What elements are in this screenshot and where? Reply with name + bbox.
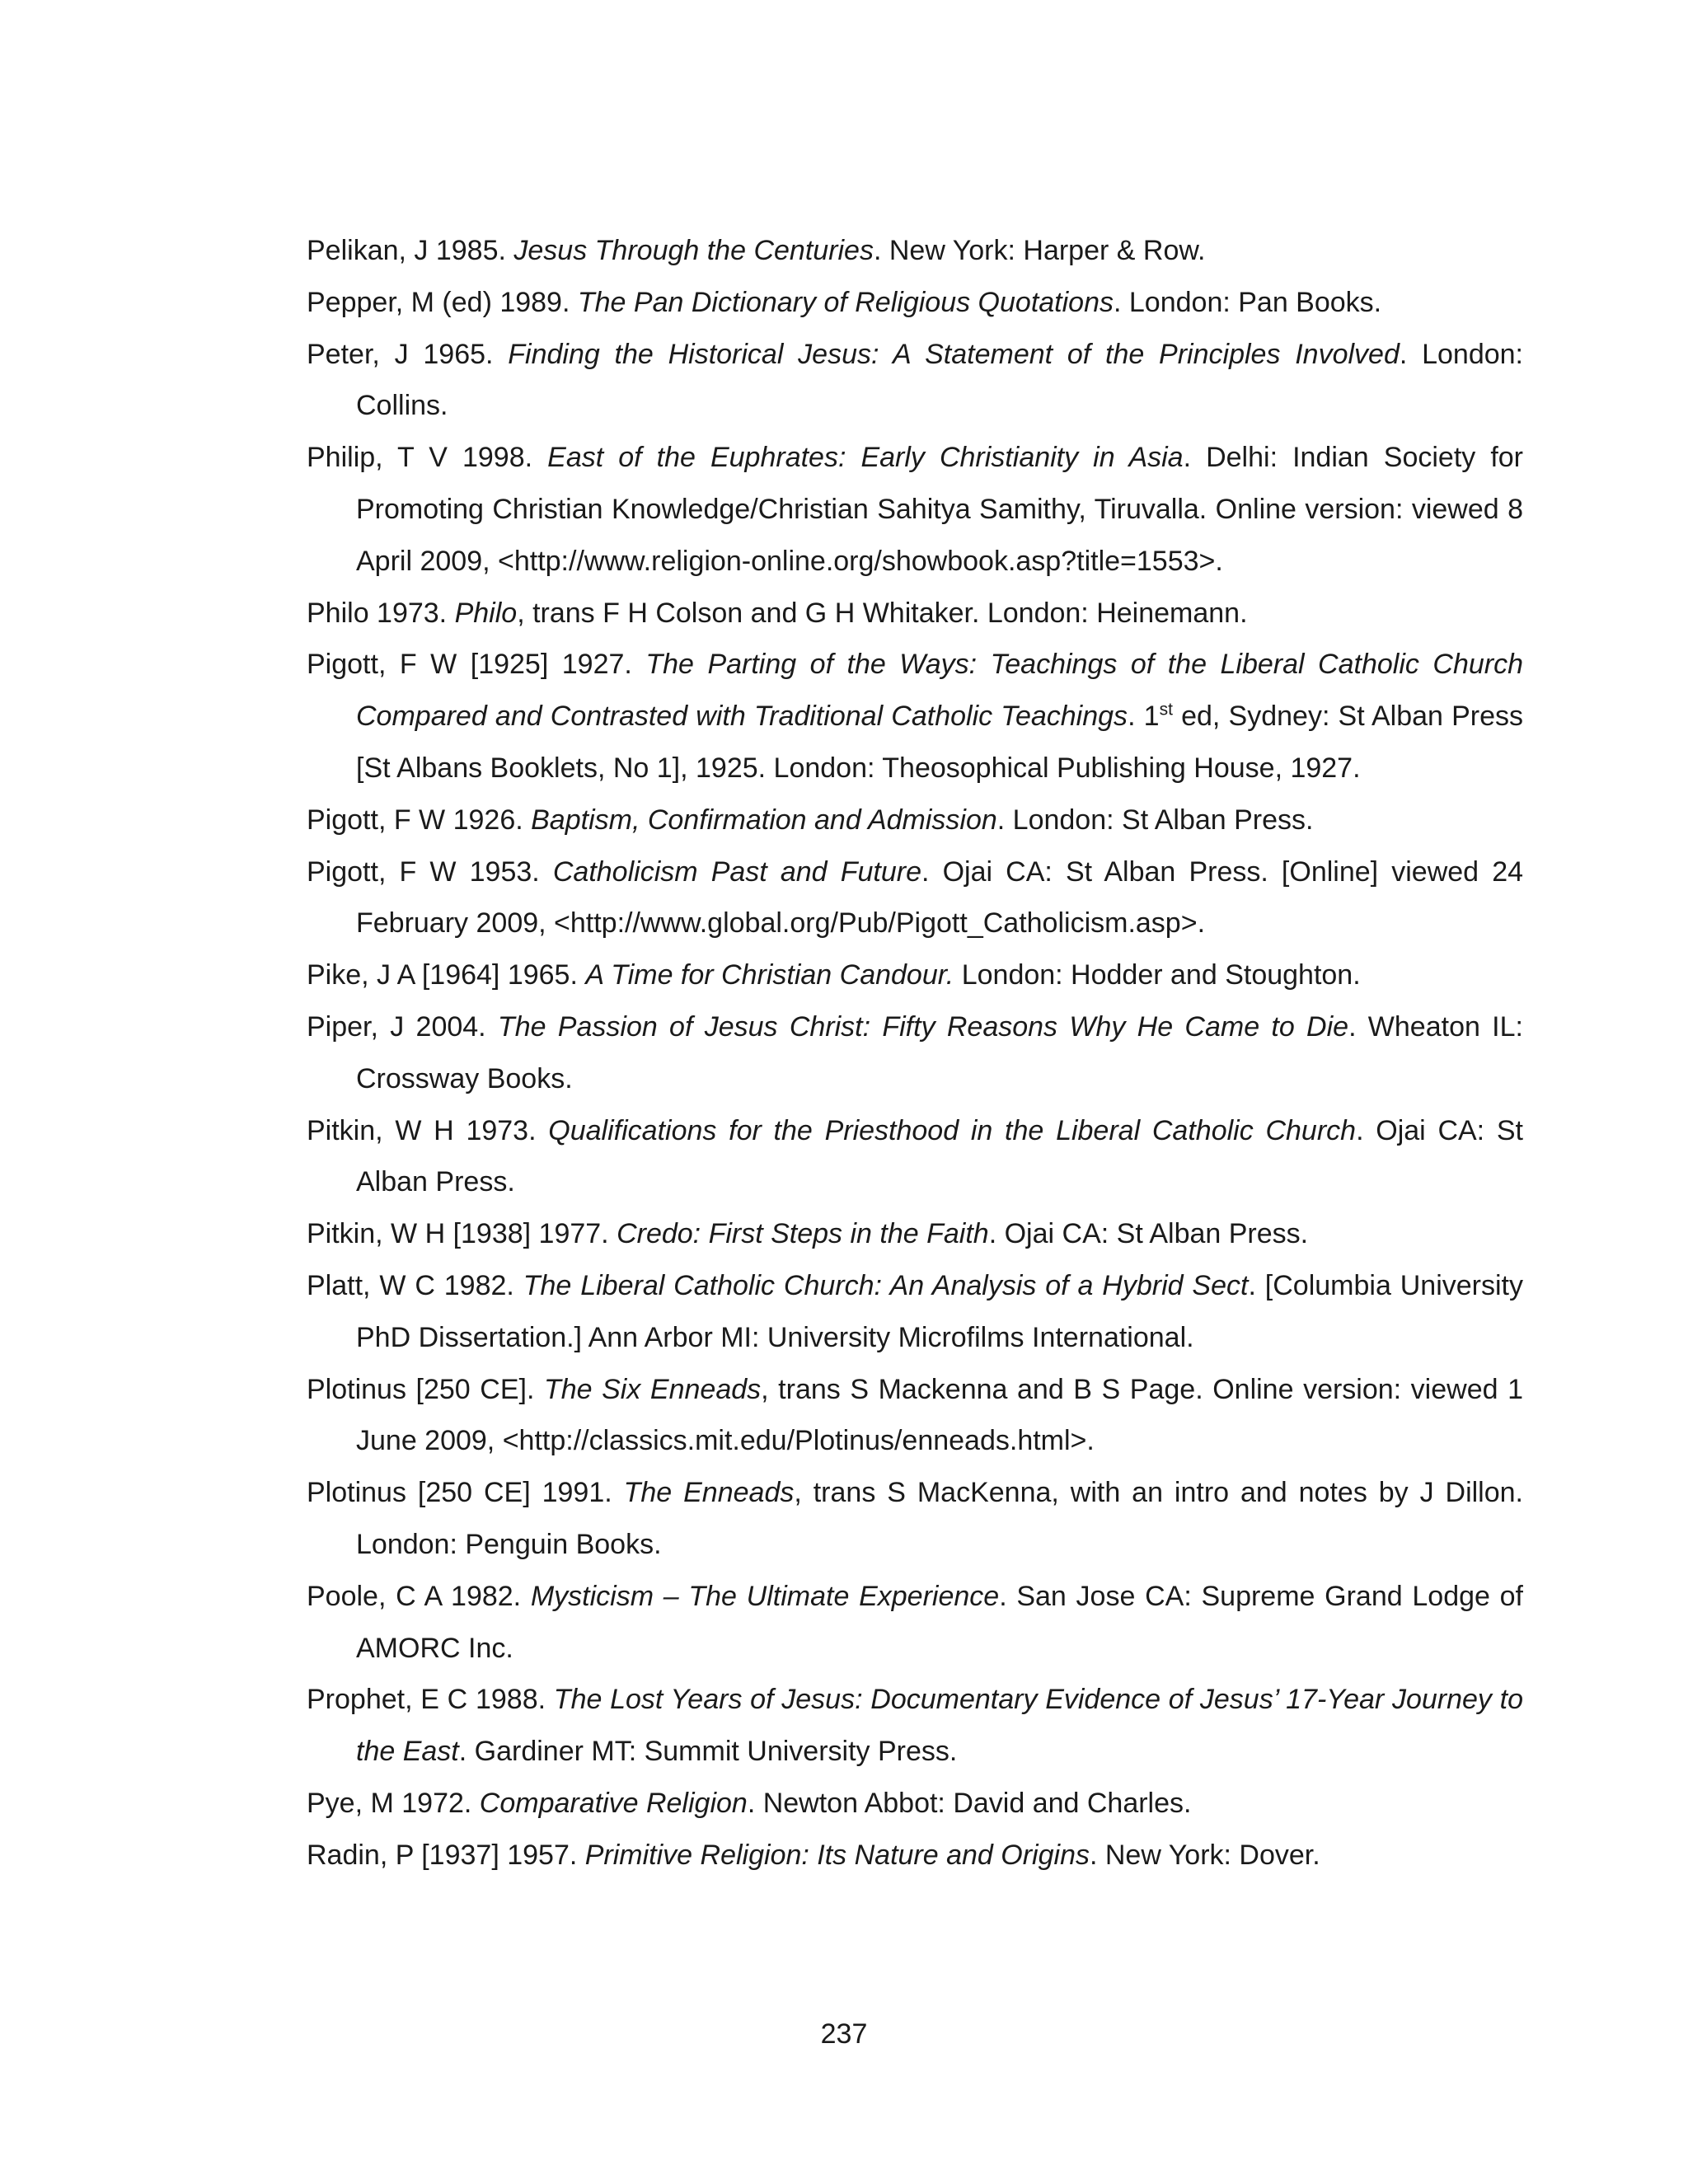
reference-entry (307, 1364, 1523, 1468)
reference-title: East of the Euphrates: Early Christianity in Asia (547, 442, 1184, 474)
reference-title: The Six Enneads (543, 1373, 762, 1405)
reference-title: Primitive Religion: Its Nature and Origins (584, 1839, 1090, 1871)
reference-details: . New York: Harper & Row. (873, 235, 1206, 266)
reference-entry (307, 225, 1523, 277)
reference-title: Comparative Religion (479, 1787, 748, 1819)
reference-entry (307, 794, 1523, 846)
reference-details: ed, Sydney: St Alban Press [St Albans Booklets, No 1], 1925. London: Theosophical Publishing House, 1927. (356, 701, 1524, 784)
reference-entry (307, 846, 1523, 950)
reference-author: Pitkin, W H 1973. (307, 1114, 549, 1146)
reference-author: Philo 1973. (307, 597, 455, 629)
reference-entry (307, 1001, 1523, 1105)
reference-title: The Parting of the Ways: Teachings of the Liberal Catholic Church Compared and Contrasted with Traditional Catholic Teachings (356, 649, 1523, 733)
reference-details: London: Hodder and Stoughton. (954, 959, 1361, 991)
reference-title: Philo (454, 597, 518, 629)
reference-details: . London: Pan Books. (1114, 286, 1382, 318)
reference-entry (307, 949, 1523, 1001)
reference-title: The Liberal Catholic Church: An Analysis of a Hybrid Sect (523, 1269, 1249, 1301)
reference-title: The Passion of Jesus Christ: Fifty Reasons Why He Came to Die (497, 1010, 1349, 1043)
reference-author: Piper, J 2004. (307, 1010, 498, 1043)
reference-details: . London: Collins. (356, 338, 1523, 422)
reference-entry (307, 1571, 1523, 1675)
reference-details: . 1 (1128, 701, 1160, 733)
reference-details: . New York: Dover. (1089, 1839, 1320, 1871)
reference-entry (307, 1830, 1523, 1882)
reference-author: Pike, J A [1964] 1965. (307, 959, 586, 991)
reference-title: A Time for Christian Candour. (585, 959, 954, 991)
reference-title: Credo: First Steps in the Faith (617, 1218, 989, 1250)
reference-title: Jesus Through the Centuries (513, 235, 874, 266)
reference-title: The Lost Years of Jesus: Documentary Evidence of Jesus’ 17-Year Journey to the East (356, 1684, 1523, 1768)
reference-details: . Gardiner MT: Summit University Press. (458, 1736, 958, 1768)
reference-title: The Enneads (623, 1477, 795, 1509)
reference-list (307, 225, 1523, 1882)
reference-details: . San Jose CA: Supreme Grand Lodge of AMORC Inc. (356, 1580, 1523, 1664)
reference-title: The Pan Dictionary of Religious Quotations (577, 286, 1114, 318)
reference-details: . [Columbia University PhD Dissertation.] Ann Arbor MI: University Microfilms International. (356, 1269, 1523, 1353)
reference-title: Catholicism Past and Future (552, 855, 921, 888)
reference-entry (307, 1260, 1523, 1364)
reference-author: Pye, M 1972. (307, 1787, 480, 1819)
reference-author: Pitkin, W H [1938] 1977. (307, 1218, 617, 1250)
reference-entry (307, 1778, 1523, 1830)
reference-details: . Wheaton IL: Crossway Books. (356, 1010, 1523, 1094)
reference-details: . Ojai CA: St Alban Press. (356, 1114, 1523, 1198)
reference-title: Mysticism – The Ultimate Experience (530, 1580, 1000, 1612)
reference-details: , trans S Mackenna and B S Page. Online version: viewed 1 June 2009, <http://classics.mit.edu/Plotinus/enneads.html>. (356, 1373, 1523, 1457)
reference-entry (307, 588, 1523, 640)
reference-title: Baptism, Confirmation and Admission (531, 804, 997, 836)
reference-author: Pelikan, J 1985. (307, 235, 514, 266)
reference-entry (307, 1467, 1523, 1571)
reference-author: Pepper, M (ed) 1989. (307, 286, 578, 318)
reference-entry (307, 1105, 1523, 1209)
reference-author: Plotinus [250 CE]. (307, 1373, 544, 1405)
ordinal-superscript: st (1159, 700, 1173, 719)
reference-author: Pigott, F W 1953. (307, 855, 553, 888)
reference-title: Finding the Historical Jesus: A Statement of the Principles Involved (508, 338, 1400, 370)
reference-author: Peter, J 1965. (307, 338, 509, 370)
page-number: 237 (820, 2018, 868, 2050)
reference-details: . Ojai CA: St Alban Press. [Online] viewed 24 February 2009, <http://www.global.org/Pub/Pigott_Catholicism.asp>. (356, 855, 1524, 940)
reference-details: . Ojai CA: St Alban Press. (988, 1218, 1309, 1250)
reference-title: Qualifications for the Priesthood in the Liberal Catholic Church (548, 1114, 1357, 1146)
reference-details: . Delhi: Indian Society for Promoting Christian Knowledge/Christian Sahitya Samithy, Tiruvalla. Online version: viewed 8 April 2009, <http://www.religion-online.org/showbook.asp?title=1553>. (356, 442, 1523, 577)
reference-author: Pigott, F W [1925] 1927. (307, 649, 646, 681)
reference-author: Philip, T V 1998. (307, 442, 548, 474)
reference-author: Prophet, E C 1988. (307, 1684, 554, 1716)
reference-author: Plotinus [250 CE] 1991. (307, 1477, 624, 1509)
reference-entry (307, 329, 1523, 433)
reference-author: Poole, C A 1982. (307, 1580, 531, 1612)
reference-author: Pigott, F W 1926. (307, 804, 532, 836)
reference-author: Platt, W C 1982. (307, 1269, 523, 1301)
reference-details: , trans S MacKenna, with an intro and notes by J Dillon. London: Penguin Books. (356, 1477, 1523, 1560)
reference-author: Radin, P [1937] 1957. (307, 1839, 585, 1871)
reference-entry (307, 1208, 1523, 1260)
reference-entry (307, 432, 1523, 587)
reference-details: . London: St Alban Press. (996, 804, 1314, 836)
reference-entry (307, 277, 1523, 329)
reference-entry (307, 639, 1523, 794)
reference-details: . Newton Abbot: David and Charles. (747, 1787, 1192, 1819)
reference-entry (307, 1674, 1523, 1778)
reference-details: , trans F H Colson and G H Whitaker. London: Heinemann. (517, 597, 1248, 629)
